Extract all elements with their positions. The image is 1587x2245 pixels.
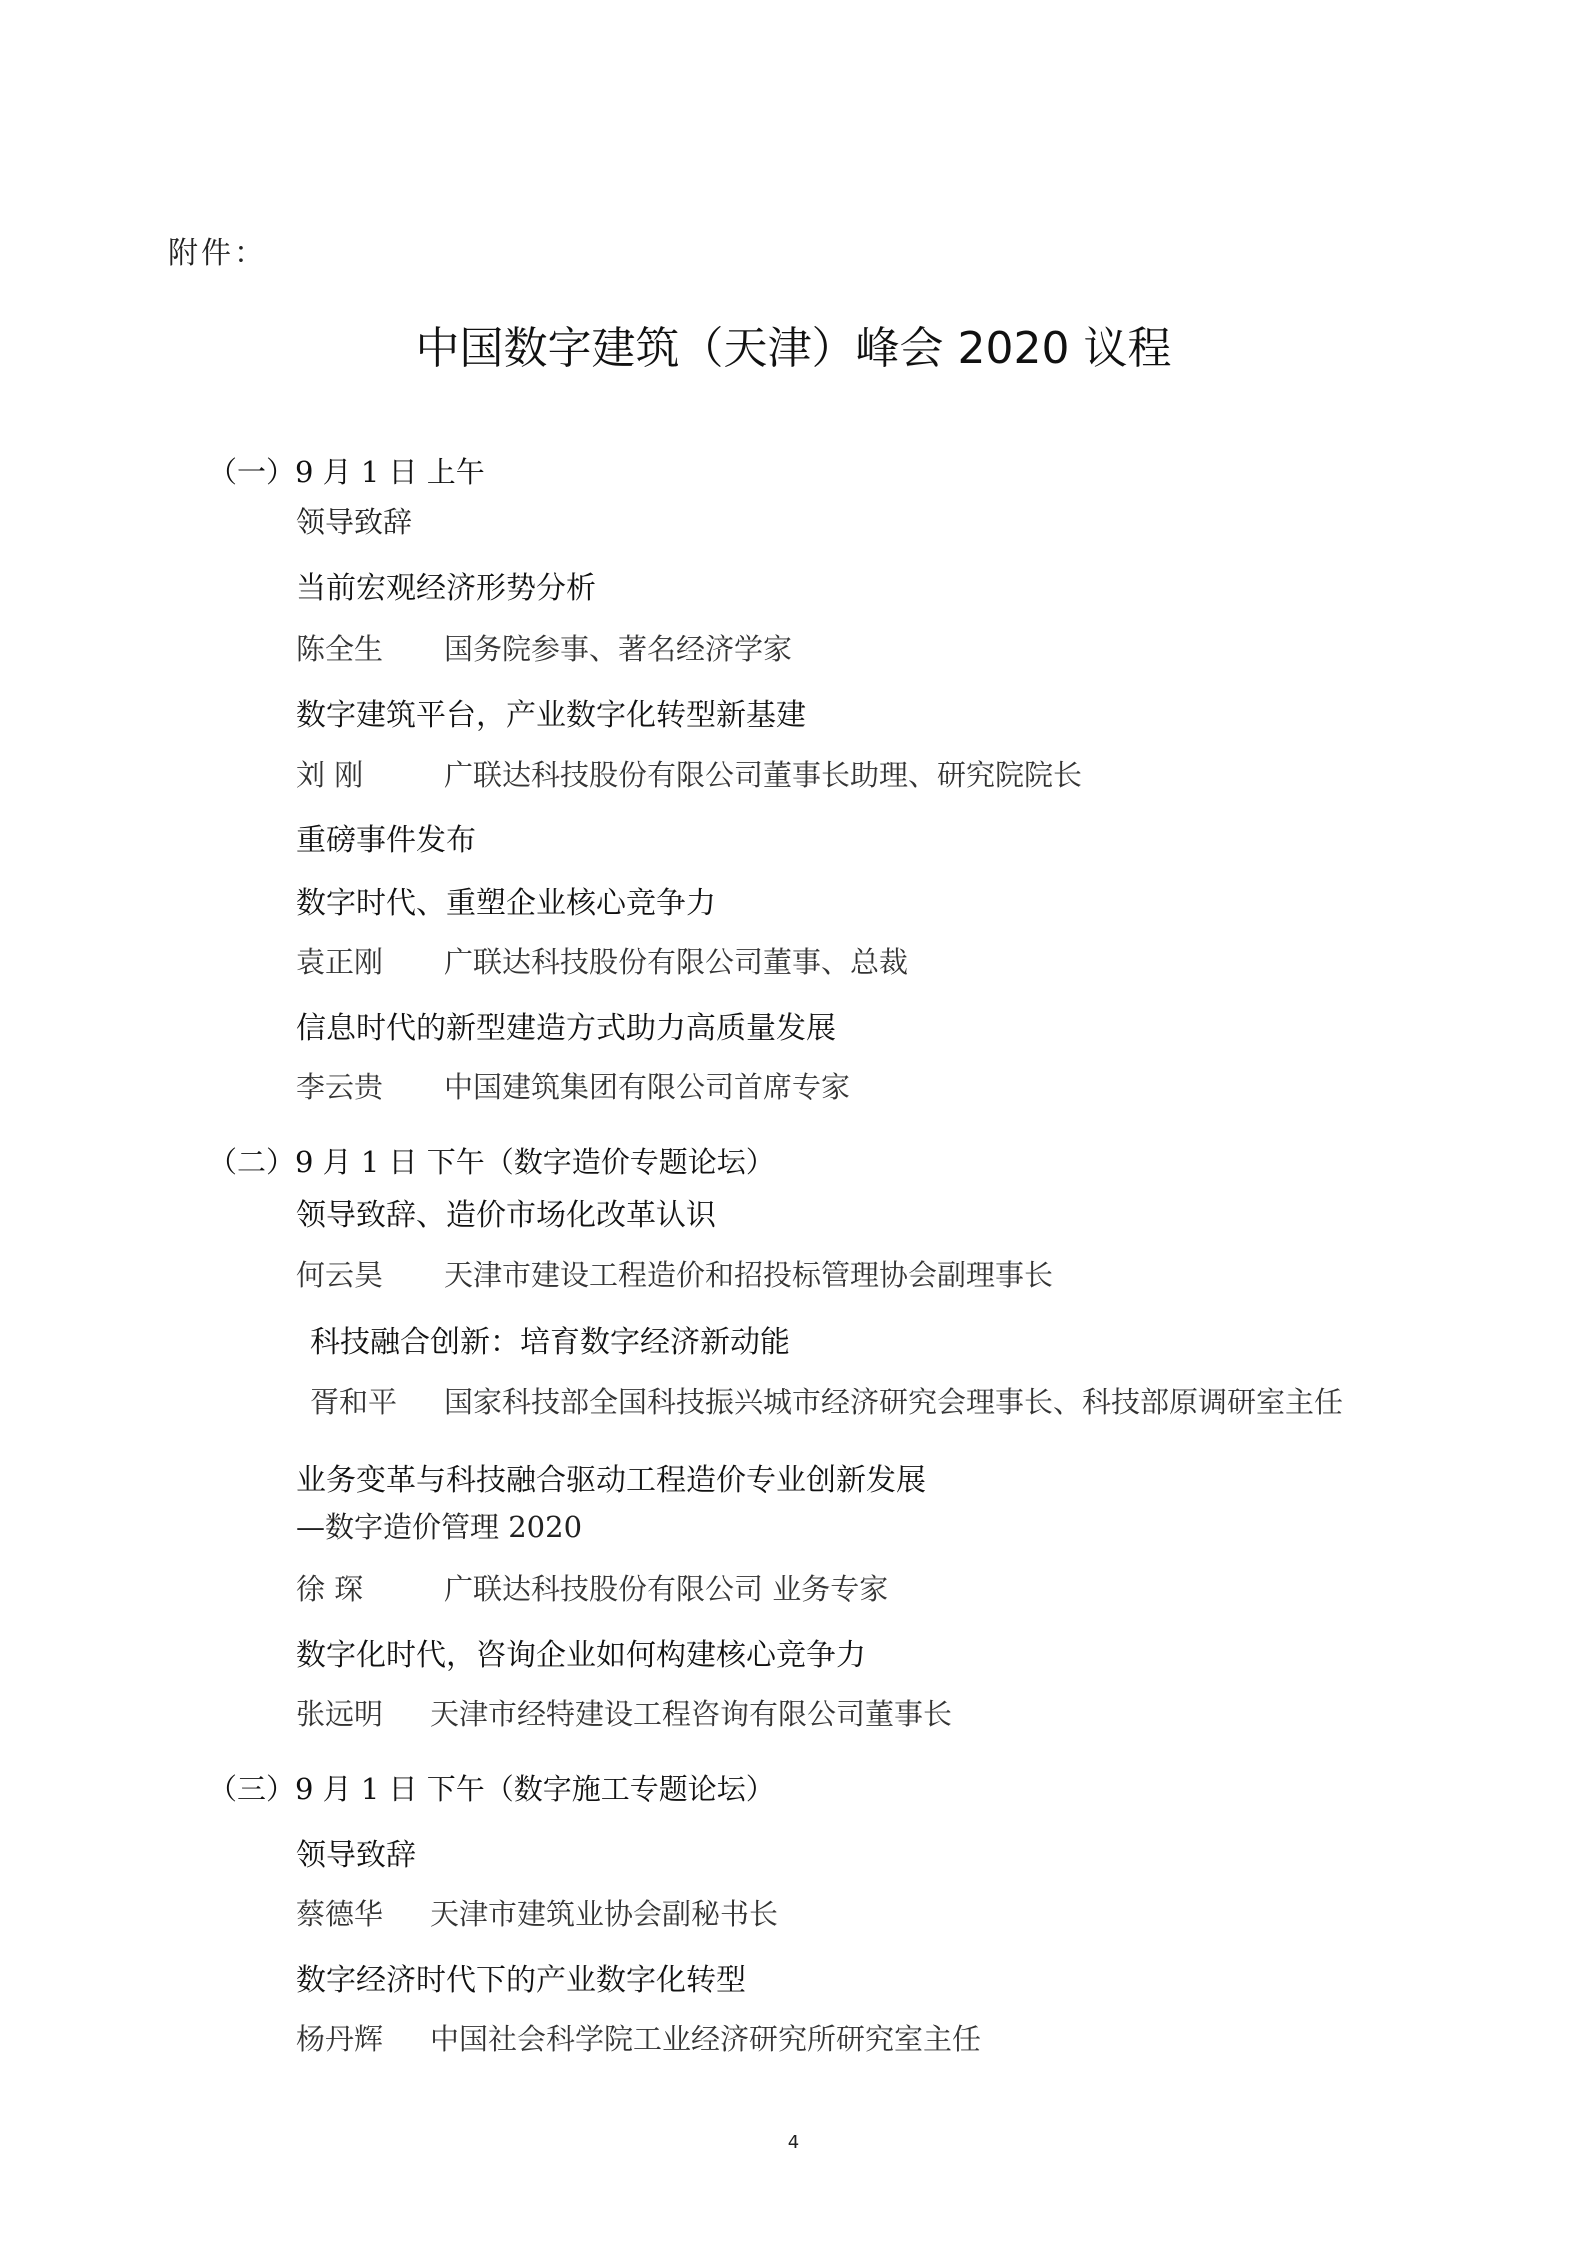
speaker-name: 何云昊 xyxy=(296,1258,384,1292)
speaker-name: 杨丹辉 xyxy=(296,2022,384,2056)
speaker-name: 蔡德华 xyxy=(296,1897,384,1931)
agenda-speaker xyxy=(310,1380,1343,1421)
agenda-topic: 当前宏观经济形势分析 xyxy=(296,571,596,606)
agenda-topic: 数字建筑平台，产业数字化转型新基建 xyxy=(296,698,806,733)
agenda-speaker xyxy=(296,940,908,981)
agenda-topic: 数字经济时代下的产业数字化转型 xyxy=(296,1963,746,1998)
speaker-name: 张远明 xyxy=(296,1697,384,1731)
agenda-speaker xyxy=(296,1692,952,1733)
speaker-role: 天津市经特建设工程咨询有限公司董事长 xyxy=(430,1697,953,1731)
section-heading-2: （二）9 月 1 日 下午（数字造价专题论坛） xyxy=(208,1145,775,1179)
speaker-name: 刘 刚 xyxy=(296,758,364,792)
speaker-role: 中国建筑集团有限公司首席专家 xyxy=(444,1070,851,1104)
speaker-role: 天津市建筑业协会副秘书长 xyxy=(430,1897,779,1931)
speaker-role: 广联达科技股份有限公司董事长助理、研究院院长 xyxy=(444,758,1083,792)
agenda-topic: 领导致辞 xyxy=(296,505,413,539)
agenda-topic: 重磅事件发布 xyxy=(296,823,476,858)
speaker-name: 李云贵 xyxy=(296,1070,384,1104)
speaker-name: 袁正刚 xyxy=(296,945,384,979)
speaker-name: 徐 琛 xyxy=(296,1572,364,1606)
speaker-name: 陈全生 xyxy=(296,632,384,666)
agenda-speaker xyxy=(296,1065,850,1106)
agenda-speaker xyxy=(296,627,792,668)
agenda-topic: 数字化时代，咨询企业如何构建核心竞争力 xyxy=(296,1638,866,1673)
attachment-label: 附件： xyxy=(168,236,267,271)
agenda-topic: 领导致辞 xyxy=(296,1838,416,1873)
speaker-role: 广联达科技股份有限公司董事、总裁 xyxy=(444,945,909,979)
section-heading-1: （一）9 月 1 日 上午 xyxy=(208,455,485,489)
speaker-role: 国家科技部全国科技振兴城市经济研究会理事长、科技部原调研室主任 xyxy=(444,1385,1344,1419)
agenda-speaker xyxy=(296,1892,778,1933)
speaker-role: 广联达科技股份有限公司 业务专家 xyxy=(444,1572,889,1606)
agenda-topic: 业务变革与科技融合驱动工程造价专业创新发展 xyxy=(296,1463,926,1498)
agenda-topic: 信息时代的新型建造方式助力高质量发展 xyxy=(296,1011,836,1046)
agenda-speaker xyxy=(296,753,1082,794)
page-number: 4 xyxy=(787,2132,800,2153)
speaker-role: 天津市建设工程造价和招投标管理协会副理事长 xyxy=(444,1258,1054,1292)
agenda-topic: 领导致辞、造价市场化改革认识 xyxy=(296,1198,716,1233)
agenda-topic: 数字时代、重塑企业核心竞争力 xyxy=(296,886,716,921)
agenda-speaker xyxy=(296,2017,981,2058)
speaker-name: 胥和平 xyxy=(310,1385,398,1419)
agenda-topic: 科技融合创新：培育数字经济新动能 xyxy=(310,1325,790,1360)
speaker-role: 国务院参事、著名经济学家 xyxy=(444,632,793,666)
page-title: 中国数字建筑（天津）峰会 2020 议程 xyxy=(415,323,1172,374)
agenda-subtopic: —数字造价管理 2020 xyxy=(296,1510,583,1544)
section-heading-3: （三）9 月 1 日 下午（数字施工专题论坛） xyxy=(208,1772,775,1806)
speaker-role: 中国社会科学院工业经济研究所研究室主任 xyxy=(430,2022,982,2056)
agenda-speaker xyxy=(296,1253,1053,1294)
agenda-speaker xyxy=(296,1567,888,1608)
